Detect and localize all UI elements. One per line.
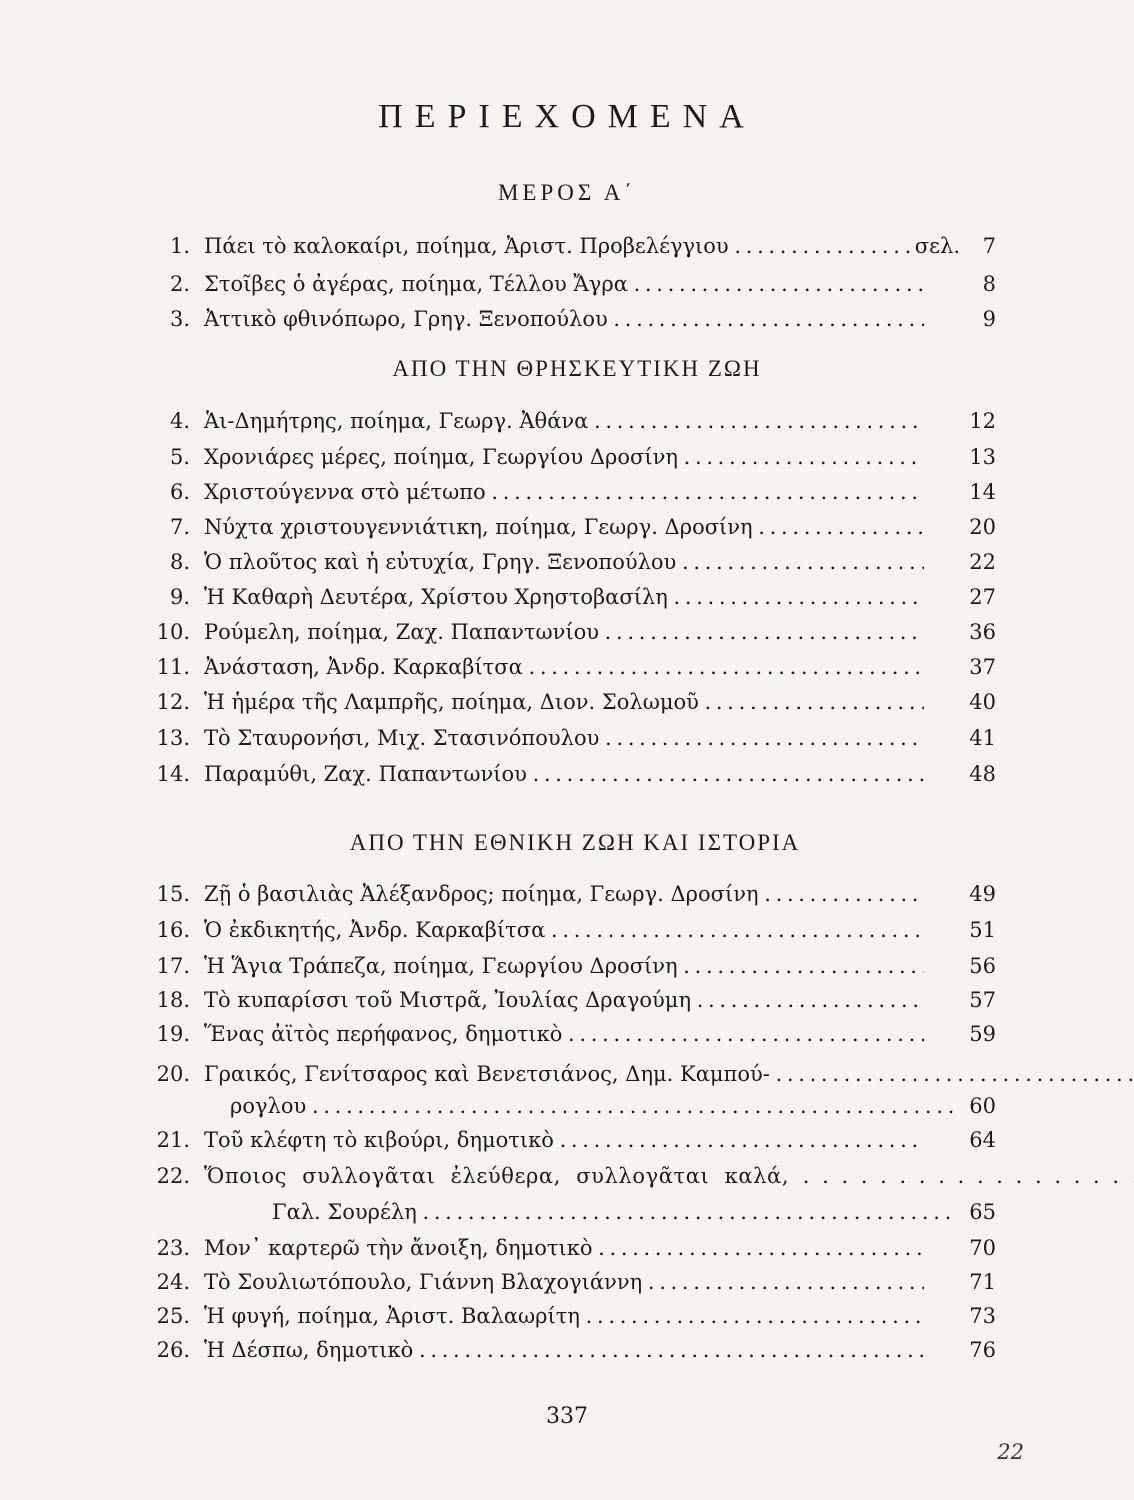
- entry-number: 9.: [169, 585, 190, 609]
- toc-entry: [156, 1232, 996, 1264]
- entry-title: Πάει τὸ καλοκαίρι, ποίημα, Ἀριστ. Προβελέγγιου . . .: [204, 230, 924, 262]
- entry-page: 27: [969, 585, 996, 609]
- entry-page: 60: [969, 1094, 996, 1118]
- entry-number: 13.: [156, 726, 190, 750]
- toc-entry-continuation: [230, 1090, 996, 1122]
- entry-number: 24.: [156, 1270, 190, 1294]
- entry-page: 76: [969, 1338, 996, 1362]
- entry-number: 1.: [169, 234, 190, 258]
- entry-title: Ἀττικὸ φθινόπωρο, Γρηγ. Ξενοπούλου . . .: [204, 303, 924, 335]
- section-heading-national-life: ΑΠΟ ΤΗΝ ΕΘΝΙΚΗ ΖΩΗ ΚΑΙ ΙΣΤΟΡΙΑ: [349, 830, 801, 855]
- entry-title: Τὸ Σουλιωτόπουλο, Γιάννη Βλαχογιάννη . . .: [204, 1266, 924, 1298]
- entry-page: 37: [969, 655, 996, 679]
- entry-page: 40: [969, 690, 996, 714]
- entry-number: 21.: [156, 1128, 190, 1152]
- entry-number: 23.: [156, 1236, 190, 1260]
- entry-page: 13: [969, 445, 996, 469]
- entry-title: Τοῦ κλέφτη τὸ κιβούρι, δημοτικὸ . . .: [204, 1124, 924, 1156]
- toc-entry: [156, 651, 996, 683]
- entry-page: 59: [969, 1022, 996, 1046]
- page-abbreviation: σελ.: [911, 230, 960, 262]
- toc-entry: [160, 230, 996, 262]
- entry-number: 15.: [156, 882, 190, 906]
- entry-number: 7.: [169, 515, 190, 539]
- toc-entry: [156, 1300, 996, 1332]
- signature-mark: 22: [997, 1440, 1024, 1464]
- toc-entry: [160, 581, 996, 613]
- section-heading-religious-life: ΑΠΟ ΤΗΝ ΘΡΗΣΚΕΥΤΙΚΗ ΖΩΗ: [392, 356, 762, 381]
- entry-page: 12: [969, 409, 996, 433]
- entry-page: 57: [969, 988, 996, 1012]
- toc-entry: [160, 405, 996, 437]
- entry-page: 48: [969, 762, 996, 786]
- entry-page: 36: [969, 620, 996, 644]
- toc-entry: [156, 950, 996, 982]
- entry-title: Ρούμελη, ποίημα, Ζαχ. Παπαντωνίου . . .: [204, 616, 924, 648]
- toc-entry: [156, 1058, 996, 1090]
- entry-number: 22.: [156, 1164, 190, 1188]
- toc-entry: [156, 1160, 996, 1192]
- entry-title: [204, 1160, 924, 1192]
- toc-entry: [160, 441, 996, 473]
- entry-number: 10.: [156, 620, 190, 644]
- entry-title: Ὁ πλοῦτος καὶ ἡ εὐτυχία, Γρηγ. Ξενοπούλου . . .: [204, 546, 924, 578]
- entry-number: 25.: [156, 1304, 190, 1328]
- toc-entry: [160, 476, 996, 508]
- entry-number: 17.: [156, 954, 190, 978]
- entry-number: 14.: [156, 762, 190, 786]
- section-heading-part-a: ΜΕΡΟΣ Α΄: [497, 180, 637, 205]
- entry-page: 71: [969, 1270, 996, 1294]
- entry-page: 8: [982, 272, 996, 296]
- entry-title: Ἀνάσταση, Ἀνδρ. Καρκαβίτσα . . .: [204, 651, 924, 683]
- toc-entry: [156, 722, 996, 754]
- page-number: 337: [546, 1404, 588, 1429]
- entry-title: Χρονιάρες μέρες, ποίημα, Γεωργίου Δροσίνη . . .: [204, 441, 924, 473]
- toc-entry: [160, 268, 996, 300]
- entry-title: Ἕνας ἀϊτὸς περήφανος, δημοτικὸ . . .: [204, 1018, 924, 1050]
- toc-entry: [160, 546, 996, 578]
- entry-number: 19.: [156, 1022, 190, 1046]
- entry-number: 11.: [156, 655, 190, 679]
- entry-page: 7: [982, 234, 996, 258]
- toc-entry: [156, 1266, 996, 1298]
- toc-entry: [156, 914, 996, 946]
- toc-entry: [160, 303, 996, 335]
- entry-page: 70: [969, 1236, 996, 1260]
- entry-title-continued: Γαλ. Σουρέλη . . .: [272, 1196, 952, 1228]
- entry-page: 65: [969, 1200, 996, 1224]
- entry-page: 51: [969, 918, 996, 942]
- entry-page: 9: [982, 307, 996, 331]
- toc-entry: [160, 511, 996, 543]
- page-title: ΠΕΡΙΕΧΟΜΕΝΑ: [378, 98, 756, 135]
- entry-number: 12.: [156, 690, 190, 714]
- entry-page: 41: [969, 726, 996, 750]
- toc-entry: [156, 984, 996, 1016]
- entry-title: Ἁι-Δημήτρης, ποίημα, Γεωργ. Ἀθάνα . . .: [204, 405, 924, 437]
- toc-entry-continuation: [272, 1196, 996, 1228]
- toc-entry: [156, 1124, 996, 1156]
- entry-page: 22: [969, 550, 996, 574]
- entry-title: Ἡ Ἅγια Τράπεζα, ποίημα, Γεωργίου Δροσίνη . . .: [204, 950, 924, 982]
- toc-entry: [156, 878, 996, 910]
- entry-page: 73: [969, 1304, 996, 1328]
- toc-entry: [156, 1334, 996, 1366]
- entry-title: Ὁ ἐκδικητής, Ἀνδρ. Καρκαβίτσα . . .: [204, 914, 924, 946]
- entry-page: 64: [969, 1128, 996, 1152]
- entry-number: 6.: [169, 480, 190, 504]
- entry-page: 14: [969, 480, 996, 504]
- toc-entry: [156, 1018, 996, 1050]
- entry-number: 5.: [169, 445, 190, 469]
- entry-number: 16.: [156, 918, 190, 942]
- entry-title: Τὸ Σταυρονήσι, Μιχ. Στασινόπουλου . . .: [204, 722, 924, 754]
- entry-number: 20.: [156, 1062, 190, 1086]
- entry-number: 8.: [169, 550, 190, 574]
- entry-number: 18.: [156, 988, 190, 1012]
- entry-title: Ζῇ ὁ βασιλιὰς Ἀλέξανδρος; ποίημα, Γεωργ. Δροσίνη . . .: [204, 878, 924, 910]
- entry-title: Παραμύθι, Ζαχ. Παπαντωνίου . . .: [204, 758, 924, 790]
- entry-number: 3.: [169, 307, 190, 331]
- entry-title: Τὸ κυπαρίσσι τοῦ Μιστρᾶ, Ἰουλίας Δραγούμη . . .: [204, 984, 924, 1016]
- toc-entry: [156, 686, 996, 718]
- entry-page: 20: [969, 515, 996, 539]
- entry-number: 26.: [156, 1338, 190, 1362]
- entry-title: [204, 1058, 924, 1090]
- entry-title-continued: ρογλου . . .: [230, 1090, 954, 1122]
- entry-number: 4.: [169, 409, 190, 433]
- entry-title: Στοῖβες ὁ ἀγέρας, ποίημα, Τέλλου Ἄγρα . . .: [204, 268, 924, 300]
- entry-title-line: Ὅποιος συλλογᾶται ἐλεύθερα, συλλογᾶται καλά,: [204, 1164, 790, 1188]
- entry-title: Νύχτα χριστουγεννιάτικη, ποίημα, Γεωργ. Δροσίνη . . .: [204, 511, 924, 543]
- entry-title: Ἡ Δέσπω, δημοτικὸ . . .: [204, 1334, 924, 1366]
- toc-entry: [156, 616, 996, 648]
- entry-page: 56: [969, 954, 996, 978]
- entry-page: 49: [969, 882, 996, 906]
- entry-title: Μον᾿ καρτερῶ τὴν ἄνοιξη, δημοτικὸ . . .: [204, 1232, 924, 1264]
- entry-title: Ἡ φυγή, ποίημα, Ἀριστ. Βαλαωρίτη . . .: [204, 1300, 924, 1332]
- entry-title: Ἡ ἡμέρα τῆς Λαμπρῆς, ποίημα, Διον. Σολωμοῦ . . .: [204, 686, 924, 718]
- toc-entry: [156, 758, 996, 790]
- entry-title: Ἡ Καθαρὴ Δευτέρα, Χρίστου Χρηστοβασίλη . . .: [204, 581, 924, 613]
- entry-title: Χριστούγεννα στὸ μέτωπο . . .: [204, 476, 924, 508]
- entry-title-line: Γραικός, Γενίτσαρος καὶ Βενετσιάνος, Δημ. Καμπού-: [204, 1062, 770, 1086]
- entry-number: 2.: [169, 272, 190, 296]
